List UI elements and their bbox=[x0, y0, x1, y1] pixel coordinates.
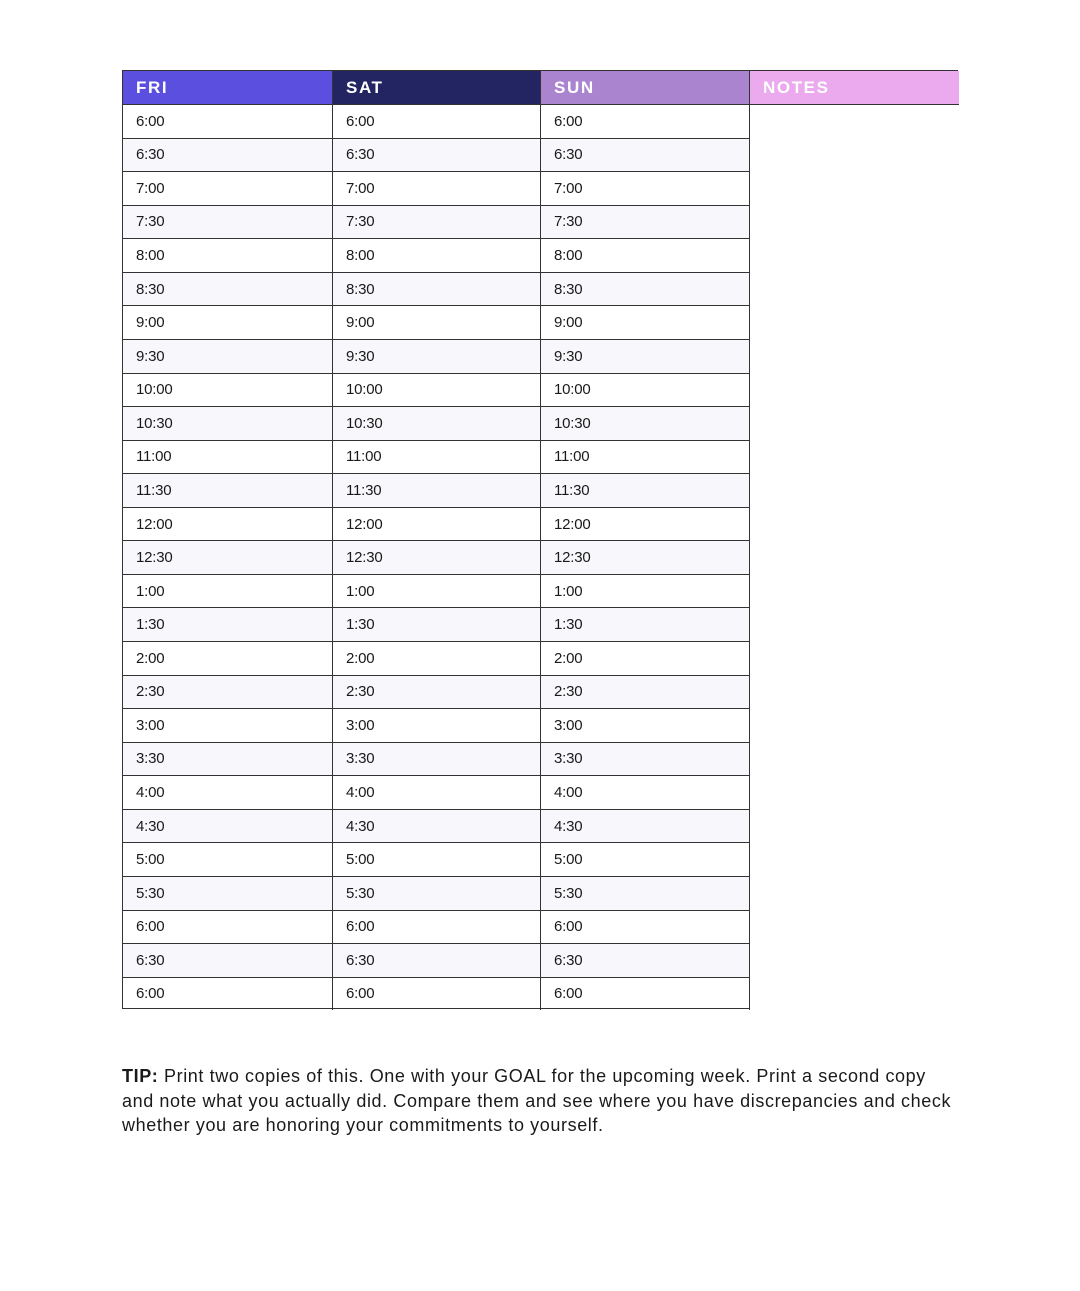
time-slot-sun[interactable]: 5:30 bbox=[541, 877, 749, 911]
time-slot-fri[interactable]: 1:30 bbox=[123, 608, 332, 642]
time-slot-sat[interactable]: 2:00 bbox=[333, 642, 540, 676]
time-slot-sun[interactable]: 9:00 bbox=[541, 306, 749, 340]
time-slot-sat[interactable]: 12:30 bbox=[333, 541, 540, 575]
header-notes: NOTES bbox=[749, 71, 959, 105]
time-slot-fri[interactable]: 8:30 bbox=[123, 273, 332, 307]
time-slot-fri[interactable]: 8:00 bbox=[123, 239, 332, 273]
header-fri: FRI bbox=[123, 71, 332, 105]
time-slot-sun[interactable]: 8:30 bbox=[541, 273, 749, 307]
time-slot-sat[interactable]: 8:30 bbox=[333, 273, 540, 307]
time-slot-sat[interactable]: 9:00 bbox=[333, 306, 540, 340]
time-slot-sat[interactable]: 1:30 bbox=[333, 608, 540, 642]
tip-paragraph bbox=[122, 1064, 962, 1138]
time-slot-sun[interactable]: 1:00 bbox=[541, 575, 749, 609]
time-slot-sun[interactable]: 6:00 bbox=[541, 105, 749, 139]
time-slot-sat[interactable]: 10:30 bbox=[333, 407, 540, 441]
time-slot-fri[interactable]: 3:00 bbox=[123, 709, 332, 743]
time-slot-fri[interactable]: 3:30 bbox=[123, 743, 332, 777]
time-slot-fri[interactable]: 6:30 bbox=[123, 944, 332, 978]
time-slot-sun[interactable]: 2:00 bbox=[541, 642, 749, 676]
time-slot-fri[interactable]: 7:00 bbox=[123, 172, 332, 206]
time-slot-sat[interactable]: 6:00 bbox=[346, 985, 375, 1003]
time-slot-sun[interactable]: 10:30 bbox=[541, 407, 749, 441]
time-slot-sat[interactable]: 5:30 bbox=[333, 877, 540, 911]
time-slot-fri[interactable]: 10:30 bbox=[123, 407, 332, 441]
time-slot-fri[interactable]: 6:00 bbox=[136, 985, 165, 1003]
time-slot-fri[interactable]: 2:30 bbox=[123, 676, 332, 710]
time-slot-sun[interactable]: 5:00 bbox=[541, 843, 749, 877]
time-slot-sun[interactable]: 6:00 bbox=[554, 985, 583, 1003]
time-slot-sat[interactable]: 6:30 bbox=[333, 944, 540, 978]
time-slot-fri[interactable]: 1:00 bbox=[123, 575, 332, 609]
time-slot-sat[interactable]: 3:00 bbox=[333, 709, 540, 743]
time-slot-sun[interactable]: 9:30 bbox=[541, 340, 749, 374]
time-slot-sun[interactable]: 6:30 bbox=[541, 139, 749, 173]
time-slot-sat[interactable]: 1:00 bbox=[333, 575, 540, 609]
tip-label: TIP: bbox=[122, 1066, 159, 1086]
time-slot-fri[interactable]: 9:00 bbox=[123, 306, 332, 340]
time-slot-sat[interactable]: 3:30 bbox=[333, 743, 540, 777]
time-slot-sun[interactable]: 6:00 bbox=[541, 911, 749, 945]
time-slot-sat[interactable]: 9:30 bbox=[333, 340, 540, 374]
time-slot-sun[interactable]: 4:00 bbox=[541, 776, 749, 810]
time-slot-fri[interactable]: 4:00 bbox=[123, 776, 332, 810]
time-slot-sun[interactable]: 3:00 bbox=[541, 709, 749, 743]
time-slot-sat[interactable]: 6:00 bbox=[333, 105, 540, 139]
column-sun bbox=[540, 105, 749, 1010]
column-fri bbox=[123, 105, 332, 1010]
time-slot-sun[interactable]: 6:30 bbox=[541, 944, 749, 978]
time-slot-sat[interactable]: 11:30 bbox=[333, 474, 540, 508]
time-slot-fri[interactable]: 6:00 bbox=[123, 105, 332, 139]
time-slot-fri[interactable]: 6:30 bbox=[123, 139, 332, 173]
time-slot-sun[interactable]: 3:30 bbox=[541, 743, 749, 777]
time-slot-sat[interactable]: 2:30 bbox=[333, 676, 540, 710]
time-slot-fri[interactable]: 11:00 bbox=[123, 441, 332, 475]
time-slot-fri[interactable]: 2:00 bbox=[123, 642, 332, 676]
time-slot-sun[interactable]: 12:00 bbox=[541, 508, 749, 542]
time-slot-fri[interactable]: 12:30 bbox=[123, 541, 332, 575]
time-slot-sun[interactable]: 11:30 bbox=[541, 474, 749, 508]
time-slot-fri[interactable]: 7:30 bbox=[123, 206, 332, 240]
time-slot-fri[interactable]: 9:30 bbox=[123, 340, 332, 374]
time-slot-sun[interactable]: 7:00 bbox=[541, 172, 749, 206]
schedule-table bbox=[122, 70, 958, 1009]
time-slot-fri[interactable]: 12:00 bbox=[123, 508, 332, 542]
time-slot-sun[interactable]: 8:00 bbox=[541, 239, 749, 273]
time-slot-sat[interactable]: 8:00 bbox=[333, 239, 540, 273]
time-slot-sat[interactable]: 6:30 bbox=[333, 139, 540, 173]
time-slot-sun[interactable]: 12:30 bbox=[541, 541, 749, 575]
time-slot-sat[interactable]: 4:30 bbox=[333, 810, 540, 844]
time-slot-fri[interactable]: 11:30 bbox=[123, 474, 332, 508]
time-slot-sat[interactable]: 11:00 bbox=[333, 441, 540, 475]
header-sun: SUN bbox=[540, 71, 749, 105]
time-slot-sat[interactable]: 6:00 bbox=[333, 911, 540, 945]
time-slot-sun[interactable]: 10:00 bbox=[541, 374, 749, 408]
time-slot-sat[interactable]: 10:00 bbox=[333, 374, 540, 408]
time-slot-sat[interactable]: 12:00 bbox=[333, 508, 540, 542]
time-slot-fri[interactable]: 4:30 bbox=[123, 810, 332, 844]
time-slot-sun[interactable]: 11:00 bbox=[541, 441, 749, 475]
time-slot-sun[interactable]: 4:30 bbox=[541, 810, 749, 844]
time-slot-fri[interactable]: 10:00 bbox=[123, 374, 332, 408]
time-slot-sun[interactable]: 2:30 bbox=[541, 676, 749, 710]
time-slot-sun[interactable]: 1:30 bbox=[541, 608, 749, 642]
time-slot-fri[interactable]: 5:00 bbox=[123, 843, 332, 877]
time-slot-sat[interactable]: 5:00 bbox=[333, 843, 540, 877]
time-slot-sat[interactable]: 7:30 bbox=[333, 206, 540, 240]
time-slot-fri[interactable]: 6:00 bbox=[123, 911, 332, 945]
time-slot-sat[interactable]: 4:00 bbox=[333, 776, 540, 810]
time-slot-sun[interactable]: 7:30 bbox=[541, 206, 749, 240]
time-slot-sat[interactable]: 7:00 bbox=[333, 172, 540, 206]
time-slot-fri[interactable]: 5:30 bbox=[123, 877, 332, 911]
header-sat: SAT bbox=[332, 71, 540, 105]
column-sat bbox=[332, 105, 540, 1010]
notes-area[interactable] bbox=[749, 105, 959, 1010]
tip-text: Print two copies of this. One with your GOAL for the upcoming week. Print a second copy and note what you actually did. Compare them and see where you have discrepancies and check whether you are honoring your commitments to yourself. bbox=[122, 1066, 952, 1135]
